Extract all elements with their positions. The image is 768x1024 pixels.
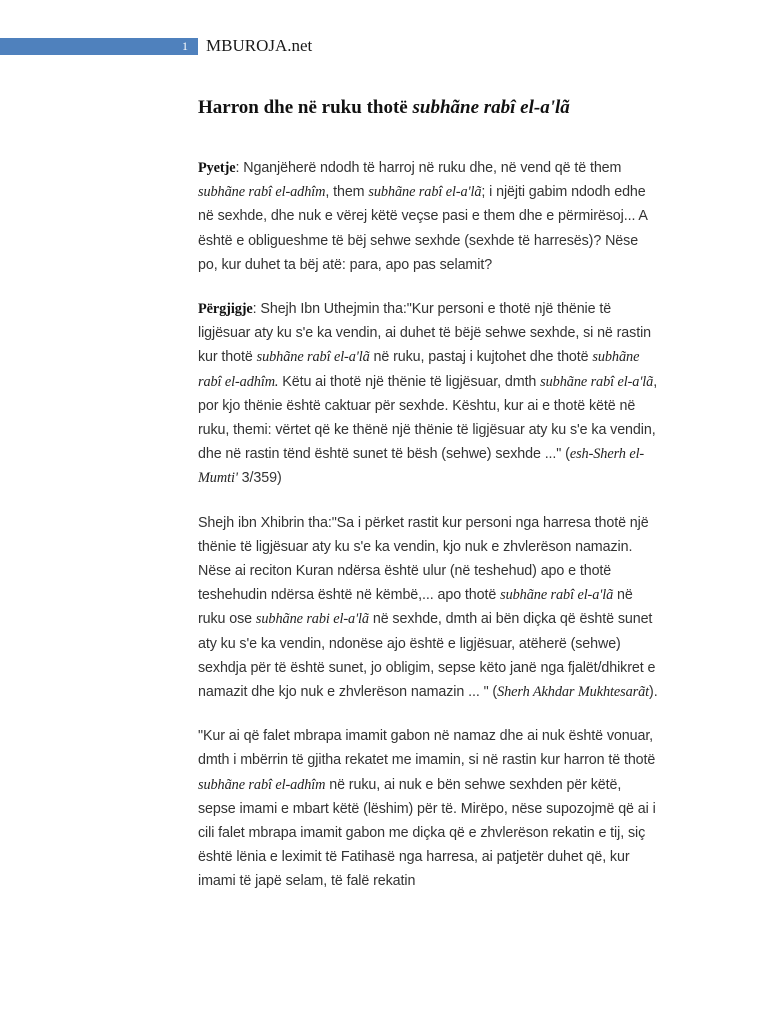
paragraph-lead: Përgjigje bbox=[198, 301, 253, 318]
title-italic: subhãne rabî el-a'lã bbox=[412, 97, 570, 118]
italic-term: subhãne rabî el-adhîm bbox=[198, 184, 326, 201]
paragraph-text: ; i njëjti gabim ndodh edhe në sexhde, dhe nuk e vërej këtë veçse pasi e them dhe e përmirësoj... A është e obligueshme të bëj sehwe sexhde (sexhde të harresës)? Nëse po, kur duhet ta bëj atë: para, apo pas selamit? bbox=[198, 184, 648, 273]
italic-term: subhãne rabî el-a'lã bbox=[368, 184, 482, 201]
italic-term: subhãne rabî el-adhîm bbox=[198, 776, 326, 793]
paragraph-text: , them bbox=[325, 184, 369, 201]
paragraph-text: "Kur ai që falet mbrapa imamit gabon në namaz dhe ai nuk është vonuar, dmth i mbërrin të gjitha rekatet me imamin, si në rastin kur harron të thotë bbox=[198, 728, 656, 769]
paragraph-text: në ruku ose bbox=[198, 587, 633, 628]
paragraph-imam bbox=[198, 724, 660, 893]
italic-term: esh-Sherh el-Mumti' bbox=[198, 446, 645, 487]
title-plain: Harron dhe në ruku thotë bbox=[198, 97, 413, 118]
paragraph-text: : Nganjëherë ndodh të harroj në ruku dhe, në vend që të them bbox=[235, 160, 622, 176]
italic-term: subhãne rabî el-adhîm. bbox=[198, 349, 640, 390]
paragraph-answer bbox=[198, 297, 660, 491]
paragraph-question bbox=[198, 156, 660, 277]
paragraph-text: ). bbox=[649, 684, 658, 701]
header-accent-bar bbox=[0, 38, 198, 55]
paragraph-lead: Pyetje bbox=[198, 160, 236, 176]
paragraph-text: në sexhde, dmth ai bën diçka që është sunet aty ku s'e ka vendin, ndonëse ajo është e ligjësuar, atëherë (sehwe) sexhdja për të është sunet, jo obligim, sepse këto janë nga fjalët/dhikret e namazit dhe kjo nuk e zhvlerëson namazin ... " ( bbox=[198, 611, 656, 701]
paragraph-text: në ruku, pastaj i kujtohet dhe thotë bbox=[369, 349, 593, 366]
italic-term: Sherh Akhdar Mukhtesarãt bbox=[497, 684, 650, 701]
italic-term: subhãne rabi el-a'lã bbox=[255, 611, 369, 628]
page-title bbox=[198, 94, 668, 122]
italic-term: subhãne rabî el-a'lã bbox=[500, 587, 614, 604]
italic-term: subhãne rabî el-a'lã bbox=[540, 373, 654, 390]
paragraph-text: Këtu ai thotë një thënie të ligjësuar, dmth bbox=[278, 373, 541, 390]
page-number: 1 bbox=[182, 39, 188, 53]
paragraph-text: në ruku, ai nuk e bën sehwe sexhden për këtë, sepse imami e mbart këtë (lëshim) për të. Mirëpo, nëse supozojmë që ai i cili falet mbrapa imamit gabon me diçka që e zhvlerëson rekatin e tij, siç është lënia e leximit të Fatihasë nga harresa, ai patjetër duhet që, kur imami të japë selam, të falë rekatin bbox=[198, 776, 656, 890]
paragraph-text: Shejh ibn Xhibrin tha:"Sa i përket rastit kur personi nga harresa thotë një thënie të ligjësuar aty ku s'e ka vendin, kjo nuk e zhvlerëson namazin. Nëse ai reciton Kuran ndërsa është ulur (në teshehud) apo e thotë teshehudin ndërsa është në këmbë,... apo thotë bbox=[198, 514, 649, 604]
paragraph-ibn-xhibrin bbox=[198, 511, 660, 705]
paragraph-text: , por kjo thënie është caktuar për sexhde. Kështu, kur ai e thotë këtë në ruku, themi: vërtet që ke thënë një thënie të ligjësuar aty ku s'e ka vendin, dhe në rastin tënd është sunet të bësh (sehwe) sexhde ..." ( bbox=[198, 373, 658, 463]
paragraph-text: : Shejh Ibn Uthejmin tha:"Kur personi e thotë një thënie të ligjësuar aty ku s'e ka vendin, ai duhet të bëjë sehwe sexhde, si në rastin kur thotë bbox=[198, 301, 652, 366]
site-name: MBUROJA.net bbox=[206, 36, 313, 55]
italic-term: subhãne rabî el-a'lã bbox=[256, 349, 370, 366]
paragraph-text: 3/359) bbox=[237, 470, 282, 487]
article-body bbox=[198, 156, 660, 914]
